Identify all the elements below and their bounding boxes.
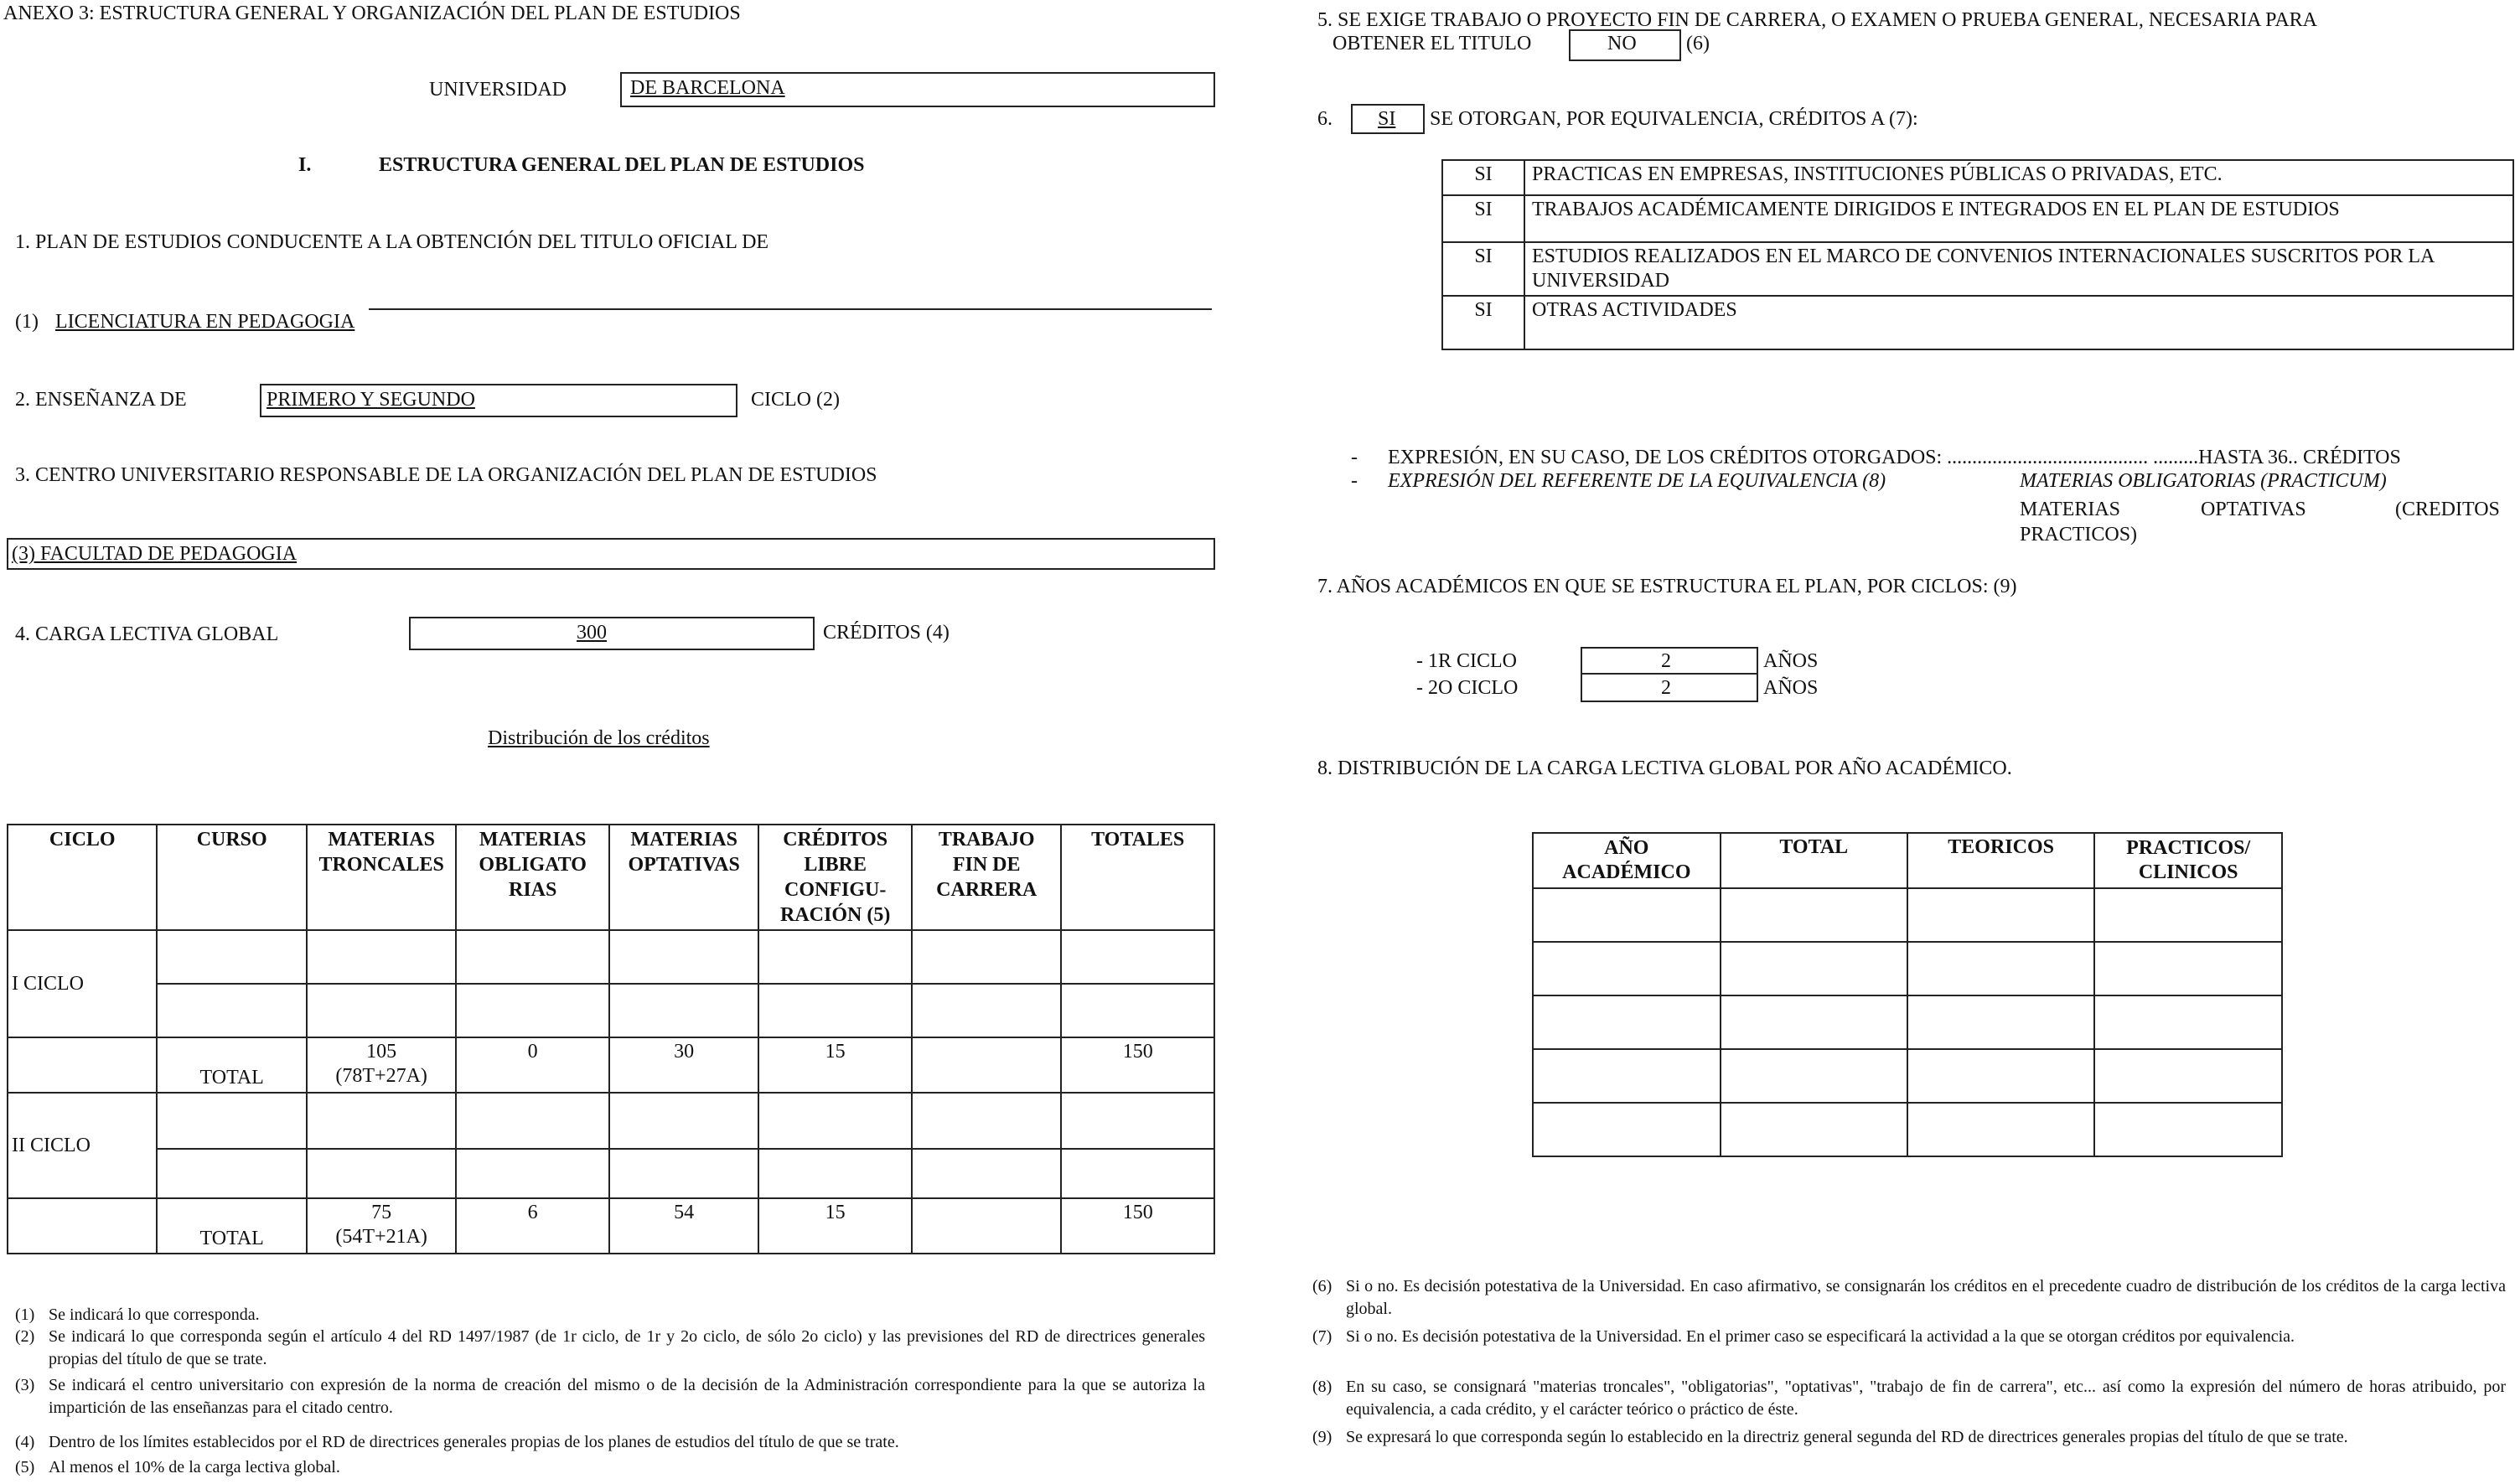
equivalence-si: SI [1442,296,1524,349]
item6-label: SE OTORGAN, POR EQUIVALENCIA, CRÉDITOS A (7): [1430,108,1918,130]
table-row [1533,942,2282,995]
table-row [1533,1103,2282,1156]
footnote: (9) Se expresará lo que corresponda según lo establecido en la directriz general segunda del RD de directrices generales propias del título de que se trate. [1312,1428,2348,1446]
header-curso: CURSO [157,825,306,930]
section-title: ESTRUCTURA GENERAL DEL PLAN DE ESTUDIOS [379,154,865,176]
header-ciclo: CICLO [8,825,157,930]
equivalence-text: ESTUDIOS REALIZADOS EN EL MARCO DE CONVENIOS INTERNACIONALES SUSCRITOS POR LA UNIVERSIDAD [1524,242,2513,296]
footnote: (8) En su caso, se consignará "materias troncales", "obligatorias", "optativas", "trabajo de fin de carrera", etc... así como la expresión del número de horas atribuido, por equivalencia, a cada crédito, y el carácter teórico o práctico de éste. [1312,1378,2506,1419]
item3-value: (3) FACULTAD DE PEDAGOGIA [12,543,298,565]
expr1-label: EXPRESIÓN, EN SU CASO, DE LOS CRÉDITOS OTORGADOS: ........................................ .........HASTA 36.. CRÉDITOS [1388,447,2401,468]
distribution-title: Distribución de los créditos [488,727,710,749]
item5-suffix: (6) [1686,33,1710,54]
item1-value: LICENCIATURA EN PEDAGOGIA [55,311,355,333]
item4-suffix: CRÉDITOS (4) [823,622,950,644]
equivalence-si: SI [1442,160,1524,195]
totales-cell: 150 [1061,1037,1214,1093]
header-optativas: MATERIAS OPTATIVAS [609,825,758,930]
item6-value: SI [1378,108,1396,130]
equivalence-text: PRACTICAS EN EMPRESAS, INSTITUCIONES PÚBLICAS O PRIVADAS, ETC. [1524,160,2513,195]
item2-suffix: CICLO (2) [751,389,840,411]
bullet: - [1351,447,1358,468]
equivalence-text: OTRAS ACTIVIDADES [1524,296,2513,349]
footnote: (3) Se indicará el centro universitario con expresión de la norma de creación del mismo o de la decisión de la Administración correspondiente para la que se autoriza la impartición de las enseñanzas para el citado centro. [15,1376,1205,1417]
item4-field [409,617,815,650]
expr2-value-line3: PRACTICOS) [2020,524,2138,546]
item5-value: NO [1607,33,1637,54]
table-row [1442,296,2513,349]
equivalence-text: TRABAJOS ACADÉMICAMENTE DIRIGIDOS E INTEGRADOS EN EL PLAN DE ESTUDIOS [1524,195,2513,242]
cycle-year-value: 2 [1661,650,1671,672]
footnote: (5) Al menos el 10% de la carga lectiva global. [15,1458,340,1476]
credits-table-header-row [8,825,1214,930]
table-row [8,1149,1214,1198]
header-practicos: PRACTICOS/ CLINICOS [2094,833,2282,888]
item8-label: 8. DISTRIBUCIÓN DE LA CARGA LECTIVA GLOBAL POR AÑO ACADÉMICO. [1317,758,2012,779]
header-anio: AÑO ACADÉMICO [1533,833,1721,888]
year-table-header-row [1533,833,2282,888]
expr2-label: EXPRESIÓN DEL REFERENTE DE LA EQUIVALENCIA (8) [1388,470,1886,492]
credits-table [7,824,1215,1254]
item7-label: 7. AÑOS ACADÉMICOS EN QUE SE ESTRUCTURA EL PLAN, POR CICLOS: (9) [1317,576,2017,597]
header-total: TOTAL [1721,833,1907,888]
optativas-cell: 54 [609,1198,758,1254]
header-troncales: MATERIAS TRONCALES [307,825,456,930]
trabajo-cell [912,1037,1061,1093]
year-table [1532,832,2283,1157]
obligatorias-cell: 0 [456,1037,609,1093]
equivalence-si: SI [1442,195,1524,242]
item1-line [369,308,1212,310]
libre-cell: 15 [758,1198,912,1254]
expr2-value-line2c: (CREDITOS [2395,499,2500,520]
item4-value: 300 [577,622,607,644]
bullet: - [1351,470,1358,492]
total-label: TOTAL [157,1037,306,1093]
trabajo-cell [912,1198,1061,1254]
table-row [1442,160,2513,195]
table-row [1533,888,2282,942]
item4-label: 4. CARGA LECTIVA GLOBAL [15,623,279,645]
table-row [1533,995,2282,1049]
cycle-year-unit: AÑOS [1763,650,1819,672]
troncales-cell: 105 (78T+27A) [307,1037,456,1093]
cycle-name: II CICLO [8,1093,157,1198]
item2-label: 2. ENSEÑANZA DE [15,389,187,411]
item6-prefix: 6. [1317,108,1333,130]
header-libre: CRÉDITOS LIBRE CONFIGU- RACIÓN (5) [758,825,912,930]
table-row [8,1093,1214,1149]
libre-cell: 15 [758,1037,912,1093]
troncales-cell: 75 (54T+21A) [307,1198,456,1254]
annex-title: ANEXO 3: ESTRUCTURA GENERAL Y ORGANIZACIÓN DEL PLAN DE ESTUDIOS [3,3,741,24]
cycle-year-unit: AÑOS [1763,677,1819,699]
footnote: (1) Se indicará lo que corresponda. [15,1306,260,1324]
total-label: TOTAL [157,1198,306,1254]
expr2-value-line2a: MATERIAS [2020,499,2121,520]
table-row [1533,1049,2282,1103]
item1-label: 1. PLAN DE ESTUDIOS CONDUCENTE A LA OBTENCIÓN DEL TITULO OFICIAL DE [15,231,769,253]
expr2-value-line1: MATERIAS OBLIGATORIAS (PRACTICUM) [2020,470,2387,492]
equivalence-si: SI [1442,242,1524,296]
item1-prefix: (1) [15,311,39,333]
obligatorias-cell: 6 [456,1198,609,1254]
footnote: (2) Se indicará lo que corresponda según el artículo 4 del RD 1497/1987 (de 1r ciclo, de 1r y 2o ciclo, de sólo 2o ciclo) y las previsiones del RD de directrices generales propias del título de que se trate. [15,1327,1205,1368]
table-row [8,930,1214,984]
table-row [8,1198,1214,1254]
table-row [1442,242,2513,296]
header-obligatorias: MATERIAS OBLIGATO RIAS [456,825,609,930]
university-label: UNIVERSIDAD [429,79,567,101]
optativas-cell: 30 [609,1037,758,1093]
equivalence-table [1441,159,2514,350]
cycle-year-label: - 2O CICLO [1416,677,1519,699]
table-row [1442,195,2513,242]
item2-value: PRIMERO Y SEGUNDO [267,389,475,411]
cycle-year-value: 2 [1661,677,1671,699]
footnote: (6) Si o no. Es decisión potestativa de la Universidad. En caso afirmativo, se consignarán los créditos en el precedente cuadro de distribución de los créditos de la carga lectiva global. [1312,1277,2506,1318]
header-teoricos: TEORICOS [1907,833,2094,888]
cycle-name: I CICLO [8,930,157,1037]
totales-cell: 150 [1061,1198,1214,1254]
item3-label: 3. CENTRO UNIVERSITARIO RESPONSABLE DE LA ORGANIZACIÓN DEL PLAN DE ESTUDIOS [15,464,877,486]
item5-line1: 5. SE EXIGE TRABAJO O PROYECTO FIN DE CARRERA, O EXAMEN O PRUEBA GENERAL, NECESARIA PARA [1317,9,2317,31]
footnote: (7) Si o no. Es decisión potestativa de la Universidad. En el primer caso se especificará la actividad a la que se otorgan créditos por equivalencia. [1312,1327,2295,1346]
item5-line2: OBTENER EL TITULO [1333,33,1532,54]
table-row [8,1037,1214,1093]
table-row [8,984,1214,1037]
section-number: I. [298,154,312,176]
header-totales: TOTALES [1061,825,1214,930]
expr2-value-line2b: OPTATIVAS [2201,499,2306,520]
university-value: DE BARCELONA [630,77,785,99]
cycle-year-label: - 1R CICLO [1416,650,1517,672]
header-trabajo: TRABAJO FIN DE CARRERA [912,825,1061,930]
footnote: (4) Dentro de los límites establecidos por el RD de directrices generales propias de los planes de estudios del título de que se trate. [15,1433,899,1451]
